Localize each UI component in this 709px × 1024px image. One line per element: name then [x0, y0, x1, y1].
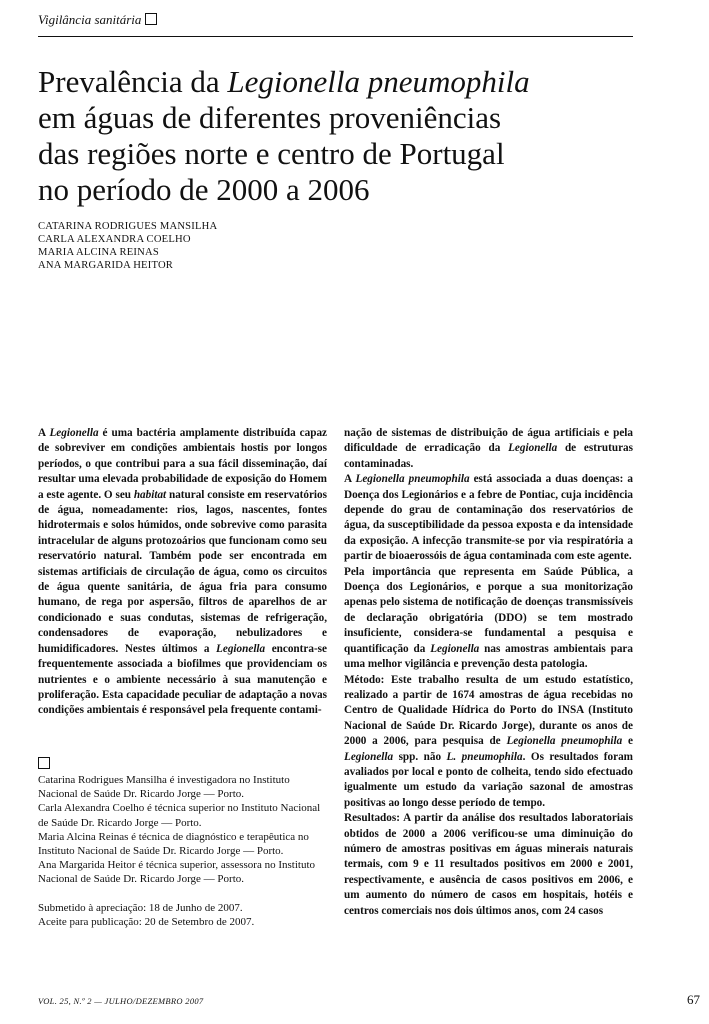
author-note: Ana Margarida Heitor é técnica superior, assessora no Instituto Nacional de Saúde Dr. Ricardo Jorge — Porto.: [38, 859, 316, 886]
species-name: Legionella: [344, 750, 394, 763]
author-list: [38, 220, 217, 272]
text: e: [622, 735, 633, 748]
paragraph: [344, 426, 633, 472]
emphasis: habitat: [133, 488, 167, 501]
text: nas amostras ambientais para uma melhor vigilância e prevenção desta patologia.: [344, 642, 633, 671]
species-name: Legionella pneumophila: [506, 735, 623, 748]
text: natural consiste em reservatórios de água, nomeadamente: rios, lagos, nascentes, fontes hidrotermais e solos húmidos, onde sobrevive como parasita intracelular de alguns protozoários que funcionam como seu reservatório natural. Também pode ser encontrada em sistemas artificiais de circulação de água, como os circuitos de água quente sanitária, de água fria para consumo humano, de rega por aspersão, filtros de aparelhos de ar condicionado e suas condutas, sistemas de refrigeração, condensadores de evaporação, nebulizadores e humidificadores. Nestes últimos a: [38, 488, 327, 655]
square-icon: [38, 757, 50, 769]
header-rule: [38, 36, 633, 37]
paragraph: [344, 472, 633, 564]
species-name: L. pneumophila: [446, 750, 523, 763]
text: Pela importância que representa em Saúde Pública, a Doença dos Legionários, e porque a sua monitorização apenas pelo sistema de notificação de doenças transmissíveis de declaração obrigatória (DDO) se tem mostrado insuficiente, considera-se fundamental a pesquisa e quantificação da: [344, 565, 633, 655]
author-note: Catarina Rodrigues Mansilha é investigadora no Instituto Nacional de Saúde Dr. Ricardo Jorge — Porto.: [38, 774, 290, 801]
species-name: Legionella: [508, 442, 558, 455]
author-note: Maria Alcina Reinas é técnica de diagnóstico e terapêutica no Instituto Nacional de Saúde Dr. Ricardo Jorge — Porto.: [38, 830, 309, 858]
title-line-2: em águas de diferentes proveniências: [38, 100, 502, 135]
title-species: Legionella pneumophila: [227, 64, 530, 99]
running-head: [38, 12, 157, 28]
body-column-right: [344, 426, 633, 919]
species-name: Legionella pneumophila: [355, 473, 470, 486]
text: spp. não: [393, 750, 447, 763]
title-line-4: no período de 2000 a 2006: [38, 172, 370, 207]
text: encontra-se frequentemente associada a biofilmes que providenciam os nutrientes e o ambiente necessário à sua manutenção e proliferação. Esta capacidade peculiar de adaptação a novas condições ambientais é responsável pela frequente contami-: [38, 642, 327, 717]
text: Método: Este trabalho resulta de um estudo estatístico, realizado a partir de 1674 amostras de água recebidas no Centro de Qualidade Hídrica do Porto do INSA (Instituto Nacional de Saúde Dr. Ricardo Jorge), durante os anos de 2000 a 2006, para pesquisa de: [344, 673, 633, 748]
text: A: [38, 427, 50, 439]
page-number: 67: [687, 992, 700, 1007]
title-text: Prevalência da: [38, 64, 228, 99]
author-note: Carla Alexandra Coelho é técnica superior no Instituto Nacional de Saúde Dr. Ricardo Jorge — Porto.: [38, 802, 321, 829]
text: de estruturas contaminadas.: [344, 442, 634, 470]
author-notes: [38, 757, 327, 929]
submission-dates: [38, 901, 327, 929]
title-line-1: [38, 64, 658, 100]
text: está associada a duas doenças: a Doença dos Legionários e a febre de Pontiac, cuja incidência depende do grau de contaminação dos reservatórios de água, da susceptibilidade da pessoa exposta e da intensidade da exposição. A infecção transmite-se por via respiratória a partir de bioaerossóis de água contaminada com este agente.: [344, 473, 633, 563]
square-icon: [145, 13, 157, 25]
paragraph: [344, 673, 633, 812]
section-label: Vigilância sanitária: [38, 12, 142, 27]
submitted-date: Submetido à apreciação: 18 de Junho de 2007.: [38, 901, 243, 914]
author-name: CATARINA RODRIGUES MANSILHA: [38, 221, 218, 232]
paragraph: [344, 565, 633, 673]
body-column-left: [38, 426, 327, 719]
paragraph: Resultados: A partir da análise dos resultados laboratoriais obtidos de 2000 a 2006 verificou-se uma diminuição do número de amostras positivas em águas minerais naturais termais, com 9 e 11 resultados positivos em 2000 e 2001, respectivamente, e ausência de casos positivos em 2006, e um aumento do número de casos em hospitais, hotéis e centros comerciais nos dois últimos anos, com 24 casos: [344, 812, 633, 917]
title-line-3: das regiões norte e centro de Portugal: [38, 136, 505, 171]
author-name: CARLA ALEXANDRA COELHO: [38, 234, 191, 245]
species-name: Legionella: [430, 642, 480, 655]
article-title: [38, 64, 658, 208]
text: é uma bactéria amplamente distribuída capaz de sobreviver em condições ambientais hostis por longos períodos, o que contribui para a sua fácil disseminação, daí resultar uma elevada probabilidade de exposição do Homem a este agente. O seu: [38, 427, 328, 501]
author-name: ANA MARGARIDA HEITOR: [38, 260, 174, 271]
accepted-date: Aceite para publicação: 20 de Setembro de 2007.: [38, 915, 255, 928]
species-name: Legionella: [216, 642, 266, 655]
journal-footer: VOL. 25, N.º 2 — JULHO/DEZEMBRO 2007: [38, 996, 204, 1006]
text: nação de sistemas de distribuição de água artificiais e pela dificuldade de erradicação da: [344, 427, 633, 455]
paragraph: [38, 426, 327, 719]
text: A: [344, 473, 356, 486]
species-name: Legionella: [49, 427, 99, 439]
text: . Os resultados foram avaliados por local e ponto de colheita, tendo sido efectuado igualmente um estudo da variação sazonal de amostras positivas ao longo desse período de tempo.: [344, 750, 633, 809]
author-name: MARIA ALCINA REINAS: [38, 247, 159, 258]
